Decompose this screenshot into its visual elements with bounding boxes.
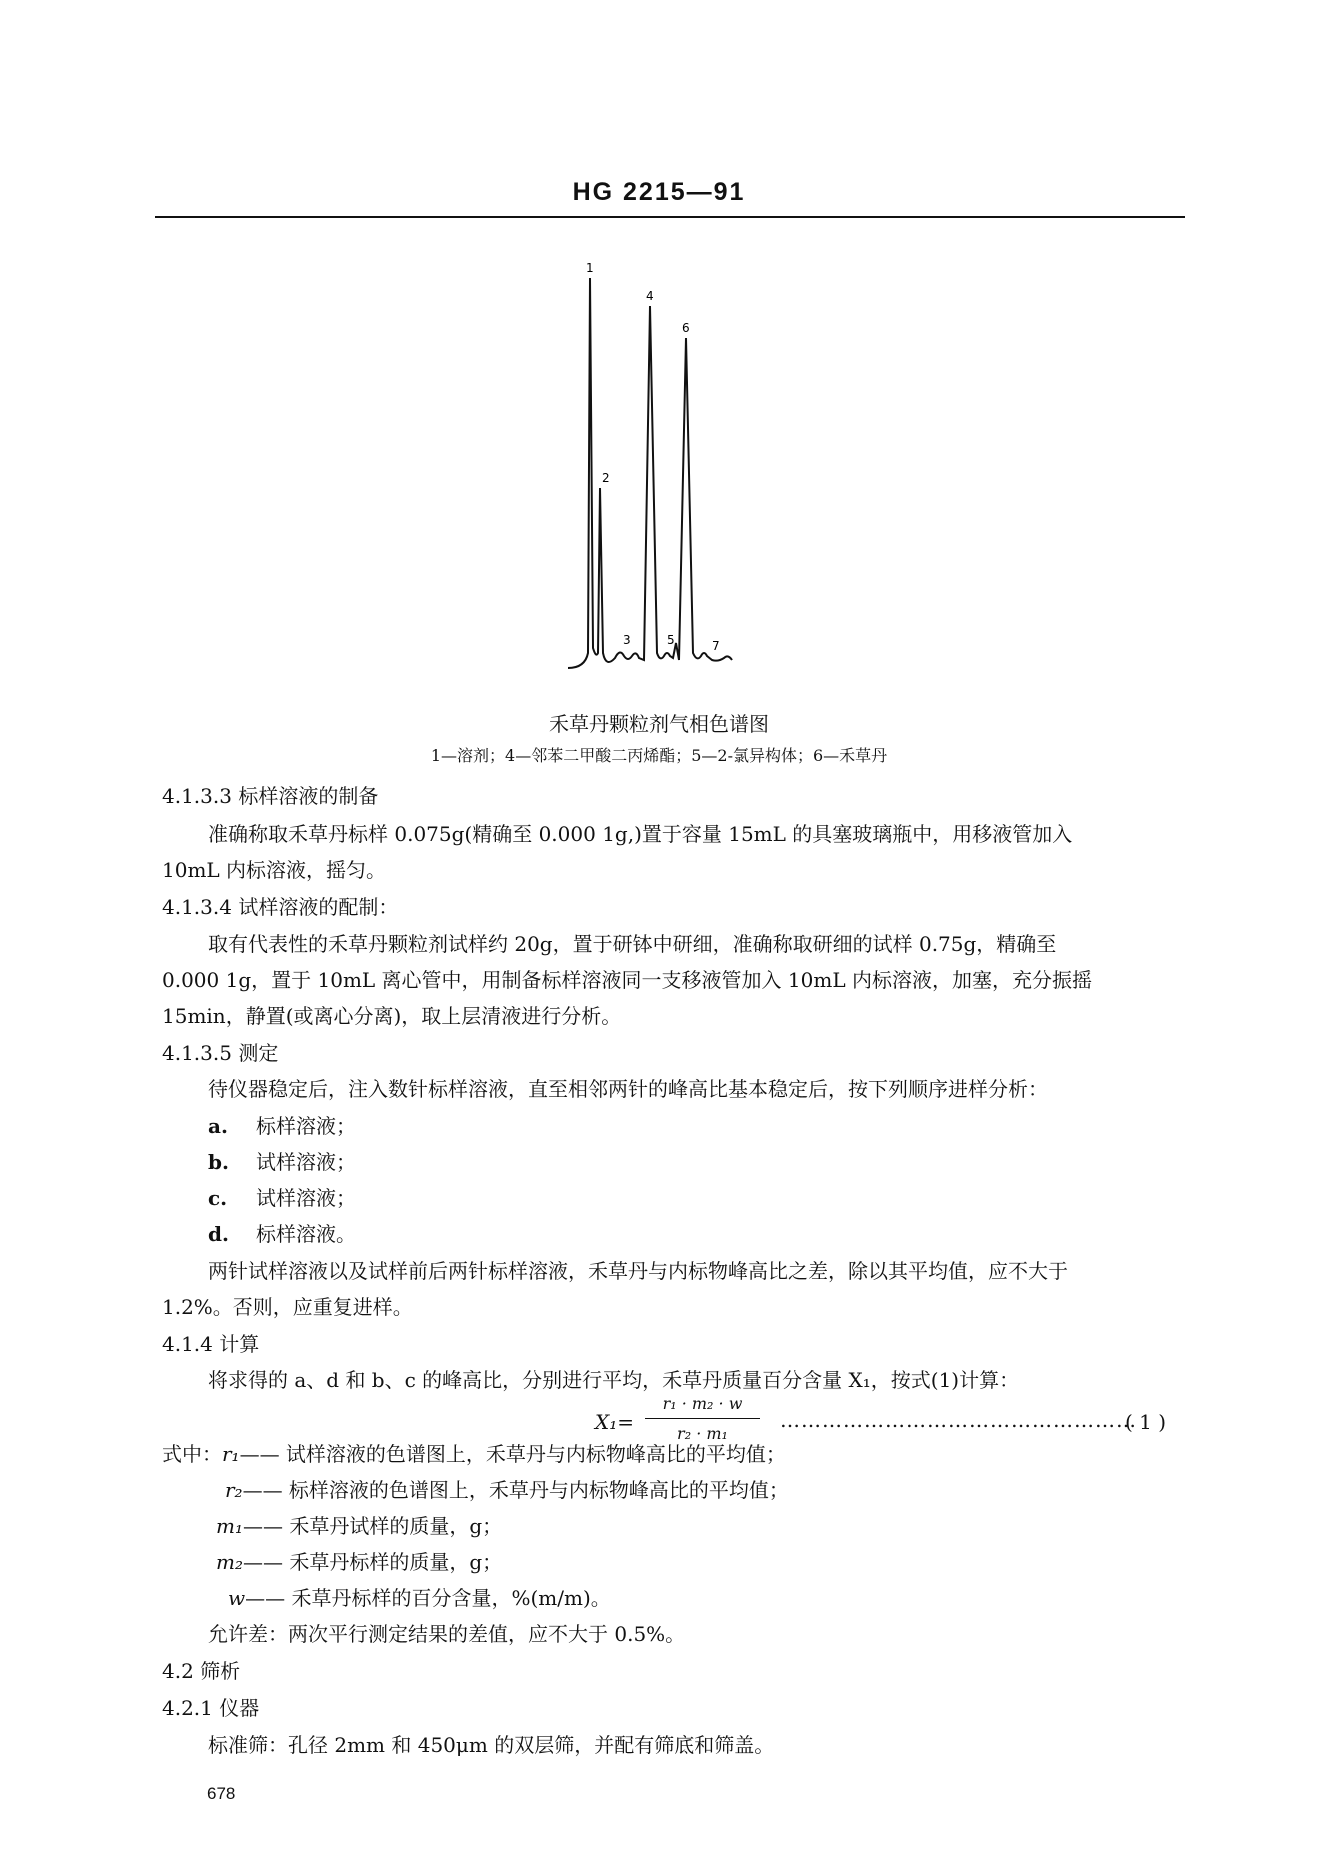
- definition-symbol: w: [228, 1586, 246, 1610]
- definition-row: [216, 1514, 502, 1538]
- peak-label-5: 5: [667, 633, 675, 647]
- list-item-text: 试样溶液；: [256, 1150, 356, 1174]
- para-414-line1: 将求得的 a、d 和 b、c 的峰高比，分别进行平均，禾草丹质量百分含量 X₁，按式(1)计算：: [208, 1368, 1020, 1392]
- para-4135-line1: 待仪器稳定后，注入数针标样溶液，直至相邻两针的峰高比基本稳定后，按下列顺序进样分析：: [208, 1077, 1048, 1101]
- heading-4135: 4.1.3.5 测定: [162, 1041, 279, 1065]
- definition-row: [225, 1478, 789, 1502]
- list-item: [208, 1222, 356, 1246]
- peak-label-1: 1: [586, 261, 594, 275]
- peak-label-3: 3: [623, 633, 631, 647]
- peak-label-6: 6: [682, 321, 690, 335]
- heading-4133: 4.1.3.3 标样溶液的制备: [162, 784, 379, 808]
- definition-text: —— 禾草丹标样的质量，g；: [242, 1550, 503, 1574]
- definition-row: [162, 1442, 786, 1466]
- para-4135-line3: 1.2%。否则，应重复进样。: [162, 1295, 413, 1319]
- definition-row: [228, 1586, 611, 1610]
- peak-label-4: 4: [646, 289, 654, 303]
- formula-leader-dots: ……………………………………………: [780, 1408, 1137, 1432]
- figure-legend: 1—溶剂；4—邻苯二甲酸二丙烯酯；5—2-氯异构体；6—禾草丹: [430, 746, 888, 765]
- para-4134-line3: 15min，静置(或离心分离)，取上层清液进行分析。: [162, 1004, 622, 1028]
- definition-symbol: r₂: [225, 1478, 243, 1502]
- formula-numerator: r₁ · m₂ · w: [662, 1394, 743, 1413]
- definition-symbol: m₂: [216, 1550, 243, 1574]
- tolerance-note: 允许差：两次平行测定结果的差值，应不大于 0.5%。: [208, 1622, 686, 1646]
- chromatogram-trace: [568, 278, 732, 668]
- list-item-letter: c.: [208, 1186, 228, 1210]
- definition-text: —— 禾草丹试样的质量，g；: [242, 1514, 503, 1538]
- peak-label-7: 7: [712, 639, 720, 653]
- chromatogram-figure: [560, 258, 780, 678]
- list-item-letter: a.: [208, 1114, 228, 1138]
- list-item: [208, 1186, 356, 1210]
- header-rule: [155, 216, 1185, 218]
- list-item-text: 标样溶液。: [256, 1222, 356, 1246]
- para-421-line1: 标准筛：孔径 2mm 和 450μm 的双层筛，并配有筛底和筛盖。: [208, 1733, 775, 1757]
- formula-fraction-bar: [645, 1418, 760, 1419]
- where-label: 式中：: [162, 1442, 222, 1466]
- para-4134-line1: 取有代表性的禾草丹颗粒剂试样约 20g，置于研钵中研细，准确称取研细的试样 0.75g，精确至: [208, 932, 1057, 956]
- list-item-letter: b.: [208, 1150, 229, 1174]
- heading-42: 4.2 筛析: [162, 1659, 241, 1683]
- definition-text: —— 试样溶液的色谱图上，禾草丹与内标物峰高比的平均值；: [239, 1442, 786, 1466]
- definition-symbol: m₁: [216, 1514, 243, 1538]
- formula-lhs: X₁=: [595, 1410, 635, 1434]
- heading-421: 4.2.1 仪器: [162, 1696, 260, 1720]
- peak-label-2: 2: [602, 471, 610, 485]
- list-item-text: 试样溶液；: [256, 1186, 356, 1210]
- heading-4134: 4.1.3.4 试样溶液的配制：: [162, 895, 399, 919]
- chromatogram-plot: [560, 258, 780, 678]
- formula-denominator: r₂ · m₁: [677, 1424, 728, 1443]
- list-item: [208, 1114, 356, 1138]
- para-4133-line1: 准确称取禾草丹标样 0.075g(精确至 0.000 1g,)置于容量 15mL 的具塞玻璃瓶中，用移液管加入: [208, 822, 1073, 846]
- definition-row: [216, 1550, 502, 1574]
- list-item: [208, 1150, 356, 1174]
- list-item-letter: d.: [208, 1222, 229, 1246]
- definition-symbol: r₁: [222, 1442, 240, 1466]
- list-item-text: 标样溶液；: [256, 1114, 356, 1138]
- heading-414: 4.1.4 计算: [162, 1332, 260, 1356]
- para-4133-line2: 10mL 内标溶液，摇匀。: [162, 858, 387, 882]
- figure-caption: 禾草丹颗粒剂气相色谱图: [549, 712, 769, 736]
- equation-number: ( 1 ): [1125, 1410, 1167, 1434]
- page-number: 678: [207, 1784, 236, 1803]
- para-4135-line2: 两针试样溶液以及试样前后两针标样溶液，禾草丹与内标物峰高比之差，除以其平均值，应不大于: [208, 1259, 1068, 1283]
- definition-text: —— 禾草丹标样的百分含量，%(m/m)。: [245, 1586, 611, 1610]
- definition-text: —— 标样溶液的色谱图上，禾草丹与内标物峰高比的平均值；: [242, 1478, 789, 1502]
- para-4134-line2: 0.000 1g，置于 10mL 离心管中，用制备标样溶液同一支移液管加入 10mL 内标溶液，加塞，充分振摇: [162, 968, 1092, 992]
- page-header: HG 2215—91: [572, 178, 746, 206]
